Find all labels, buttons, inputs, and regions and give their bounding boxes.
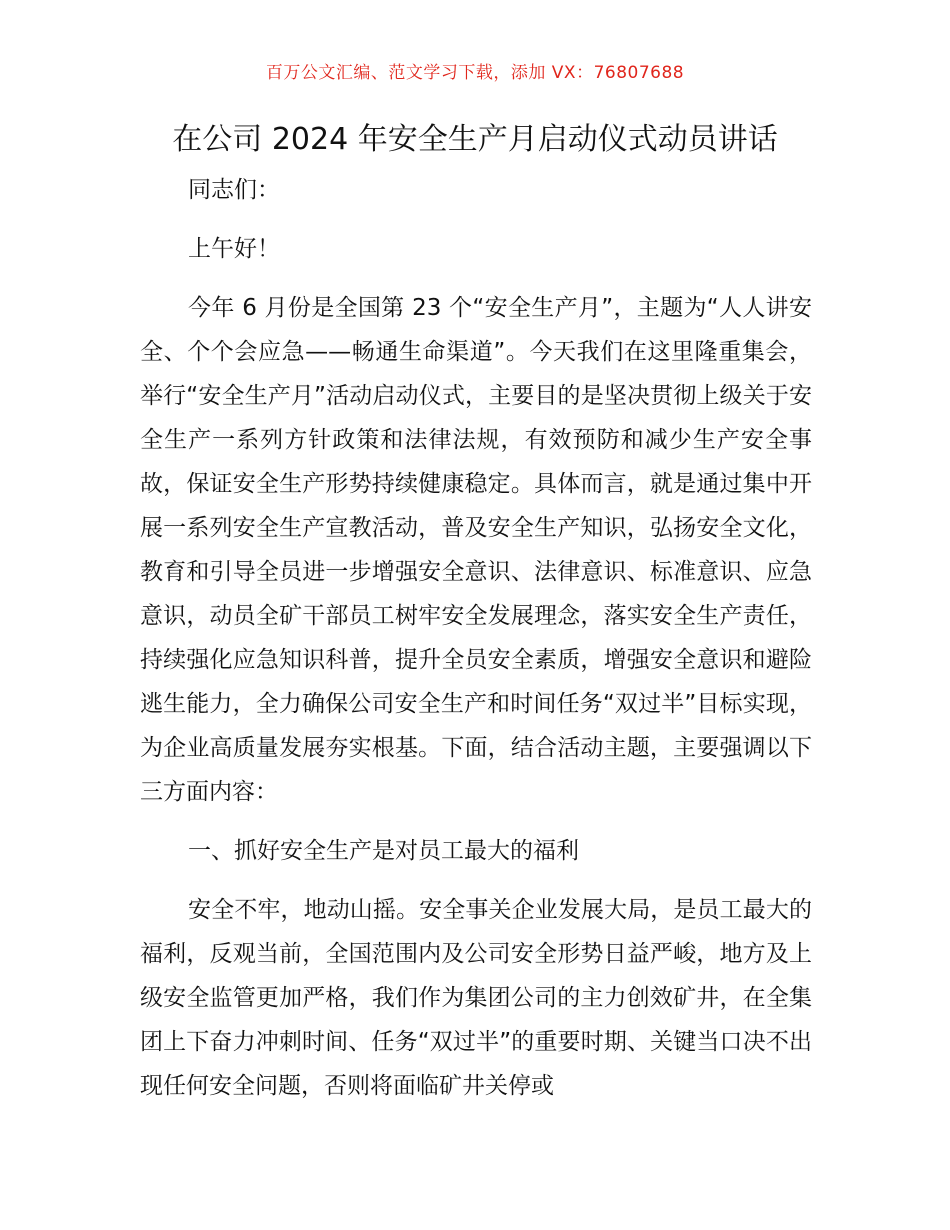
document-body: [140, 168, 812, 1123]
salutation: 同志们：: [188, 177, 280, 203]
header-watermark-note: 百万公文汇编、范文学习下载，添加 VX：76807688: [265, 63, 685, 83]
greeting: 上午好！: [188, 236, 280, 262]
document-title: 在公司 2024 年安全生产月启动仪式动员讲话: [172, 122, 778, 157]
section-heading-1: 一、抓好安全生产是对员工最大的福利: [188, 838, 579, 864]
paragraph-section-1: 安全不牢，地动山摇。安全事关企业发展大局，是员工最大的福利，反观当前，全国范围内及公司安全形势日益严峻，地方及上级安全监管更加严格，我们作为集团公司的主力创效矿井，在全集团上下奋力冲刺时间、任务“双过半”的重要时期、关键当口决不出现任何安全问题，否则将面临矿井关停或: [140, 897, 812, 1099]
paragraph-intro: 今年 6 月份是全国第 23 个“安全生产月”，主题为“人人讲安全、个个会应急——畅通生命渠道”。今天我们在这里隆重集会，举行“安全生产月”活动启动仪式，主要目的是坚决贯彻上级关于安全生产一系列方针政策和法律法规，有效预防和减少生产安全事故，保证安全生产形势持续健康稳定。具体而言，就是通过集中开展一系列安全生产宣教活动，普及安全生产知识，弘扬安全文化，教育和引导全员进一步增强安全意识、法律意识、标准意识、应急意识，动员全矿干部员工树牢安全发展理念，落实安全生产责任，持续强化应急知识科普，提升全员安全素质，增强安全意识和避险逃生能力，全力确保公司安全生产和时间任务“双过半”目标实现，为企业高质量发展夯实根基。下面，结合活动主题，主要强调以下三方面内容：: [140, 295, 812, 805]
